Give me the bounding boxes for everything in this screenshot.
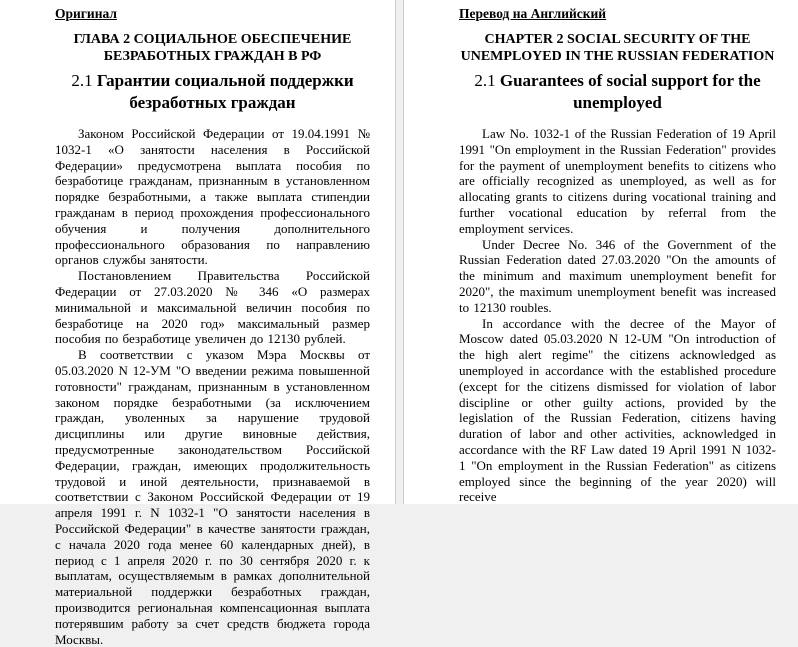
original-page	[0, 0, 396, 647]
section-heading-english	[459, 70, 776, 114]
paragraph-russian-3: В соответствии с указом Мэра Москвы от 05.03.2020 N 12-УМ "О введении режима повышенной готовности" гражданам, признанным в установленном законом порядке безработными (за исключением граждан, уволенных за нарушение трудовой дисциплины или другие виновные действия, предусмотренные законодательством Российской Федерации, граждан, имеющих продолжительность трудовой и иной деятельности, признаваемой в соответствии с Законом Российской Федерации от 19 апреля 1991 г. N 1032-1 "О занятости населения в Российской Федерации" в качестве занятости граждан, с начала 2020 года менее 60 календарных дней), в период с 1 апреля 2020 г. по 30 сентября 2020 г. к выплатам, осуществляемым в рамках дополнительной материальной поддержки безработных граждан, производится региональная компенсационная выплата потерявшим работу за счет средств бюджета города Москвы.	[55, 347, 370, 647]
paragraph-english-2: Under Decree No. 346 of the Government of the Russian Federation dated 27.03.2020 "On the amounts of the minimum and maximum unemployment benefit for 2020", the maximum unemployment benefit was increased to 12130 roubles.	[459, 236, 776, 315]
original-column-label: Оригинал	[55, 6, 117, 21]
translation-column-label: Перевод на Английский	[459, 6, 607, 21]
section-heading-russian	[55, 70, 370, 114]
section-number-russian: 2.1	[71, 71, 93, 90]
translation-page	[403, 0, 798, 504]
section-title-russian: Гарантии социальной поддержки безработных граждан	[96, 71, 354, 112]
chapter-heading-russian: ГЛАВА 2 СОЦИАЛЬНОЕ ОБЕСПЕЧЕНИЕ БЕЗРАБОТНЫХ ГРАЖДАН В РФ	[73, 32, 352, 64]
chapter-heading-english: CHAPTER 2 SOCIAL SECURITY OF THE UNEMPLOYED IN THE RUSSIAN FEDERATION	[460, 32, 775, 64]
section-title-english: Guarantees of social support for the unemployed	[499, 71, 761, 112]
section-number-english: 2.1	[474, 71, 496, 90]
paragraph-english-3: In accordance with the decree of the Mayor of Moscow dated 05.03.2020 N 12-UM "On introduction of the high alert regime" the citizens acknowledged as unemployed in accordance with the established procedure (except for the citizens dismissed for violation of labor discipline or other guilty actions, provided by the legislation of the Russian Federation, citizens having duration of labor and other activities, acknowledged in accordance with the RF Law dated 19 April 1991 N 1032-1 "On employment in the Russian Federation" as citizens employed since the beginning of the year 2020) will receive	[459, 315, 776, 505]
paragraph-russian-1: Законом Российской Федерации от 19.04.1991 № 1032-1 «О занятости населения в Российской Федерации» предусмотрена выплата пособия по безработице гражданам, признанным в установленном порядке безработными, а также выплата стипендии гражданам в период прохождения профессионального обучения и получения дополнительного профессионального образования по направлению органов службы занятости.	[55, 126, 370, 268]
paragraph-english-1: Law No. 1032-1 of the Russian Federation of 19 April 1991 "On employment in the Russian Federation" provides for the payment of unemployment benefits to citizens who are officially recognized as unemployed, as well as for allocating grants to citizens during vocational training and further vocational education by referral from the employment services.	[459, 126, 776, 236]
paragraph-russian-2: Постановлением Правительства Российской Федерации от 27.03.2020 № 346 «О размерах минимальной и максимальной величин пособия по безработице на 2020 год» максимальный размер пособия по безработице увеличен до 12130 рублей.	[55, 268, 370, 347]
